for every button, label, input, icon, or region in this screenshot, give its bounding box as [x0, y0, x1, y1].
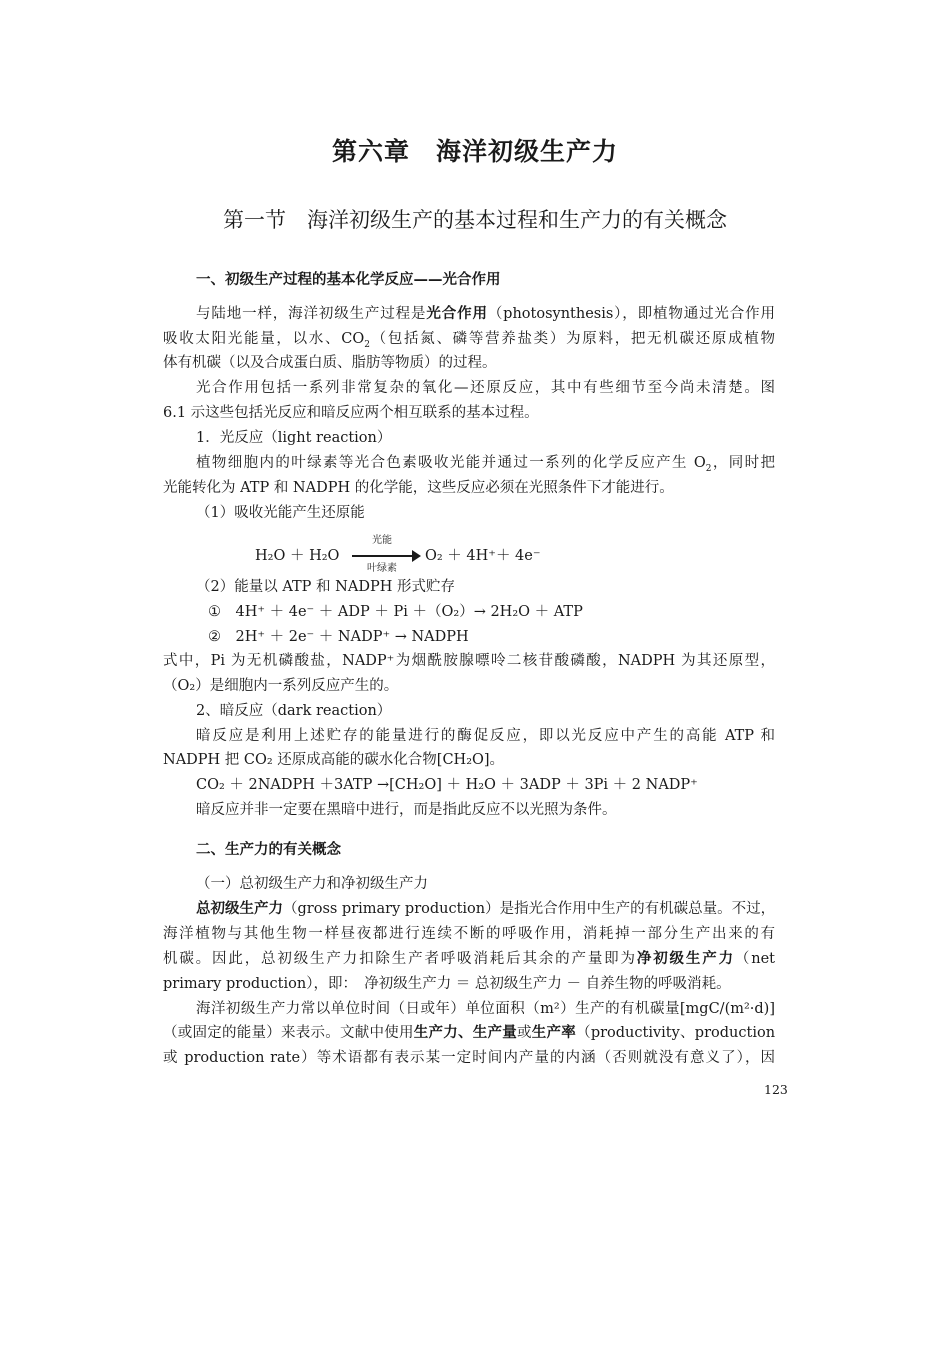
chapter-title: 第六章 海洋初级生产力: [331, 137, 618, 166]
bold-term: 总初级生产力: [196, 901, 283, 917]
arrow-label-bottom: 叶绿素: [367, 563, 397, 574]
bold-term: 净初级生产力: [636, 951, 735, 967]
arrow-label-top: 光能: [372, 535, 392, 546]
paragraph-line: 吸收太阳光能量，以水、$CO_2$（包括氮、磷等营养盐类）为原料，把无机碳还原成植物: [163, 331, 776, 350]
paragraph-line: 光能转化为 ATP 和 NADPH 的化学能，这些反应必须在光照条件下才能进行。: [163, 480, 674, 496]
equation-nadph: ② 2H⁺ ＋ 2e⁻ ＋ NADP⁺ → NADPH: [208, 629, 469, 645]
paragraph-line: NADPH 把 CO₂ 还原成高能的碳水化合物[CH₂O]。: [163, 752, 505, 768]
paragraph-line: 式中，Pi 为无机磷酸盐，NADP⁺为烟酰胺腺嘌呤二核苷酸磷酸，NADPH 为其还原型，: [163, 653, 775, 669]
equation-left: H₂O ＋ H₂O: [255, 548, 340, 564]
equation-dark-reaction: CO₂ ＋ 2NADPH ＋3ATP →[CH₂O] ＋ H₂O ＋ 3ADP ＋ 3Pi ＋ 2 NADP⁺: [196, 777, 698, 793]
paragraph-line: 暗反应并非一定要在黑暗中进行，而是指此反应不以光照为条件。: [196, 802, 617, 818]
bold-term: 生产率: [531, 1025, 577, 1041]
reaction-arrowhead: [412, 550, 421, 562]
equation-atp: ① 4H⁺ ＋ 4e⁻ ＋ ADP ＋ Pi ＋（O₂）→ 2H₂O ＋ ATP: [208, 604, 583, 620]
paragraph-line: 或 production rate）等术语都有表示某一定时间内产量的内涵（否则就没有意义了），因: [163, 1050, 775, 1066]
subheading-step-1: （1）吸收光能产生还原能: [196, 505, 365, 521]
subheading-step-2: （2）能量以 ATP 和 NADPH 形式贮存: [196, 579, 455, 595]
equation-right: O₂ ＋ 4H⁺＋ 4e⁻: [425, 548, 541, 564]
reaction-arrow: [352, 555, 418, 557]
bold-term: 光合作用: [426, 306, 488, 322]
paragraph-line: 海洋初级生产力常以单位时间（日或年）单位面积（m²）生产的有机碳量[mgC/(m²·d)]: [196, 1001, 775, 1017]
paragraph-line: 植物细胞内的叶绿素等光合色素吸收光能并通过一系列的化学反应产生 $O_2$，同时把: [196, 455, 776, 474]
paragraph-line: 暗反应是利用上述贮存的能量进行的酶促反应，即以光反应中产生的高能 ATP 和: [196, 728, 775, 744]
paragraph-line: 海洋植物与其他生物一样昼夜都进行连续不断的呼吸作用，消耗掉一部分生产出来的有: [163, 926, 775, 942]
subheading-light-reaction: 1．光反应（light reaction）: [196, 430, 392, 446]
heading-productivity-concepts: 二、生产力的有关概念: [196, 842, 341, 858]
paragraph-line: primary production），即： 净初级生产力 ＝ 总初级生产力 － 自养生物的呼吸消耗。: [163, 976, 731, 992]
heading-photosynthesis: 一、初级生产过程的基本化学反应——光合作用: [196, 272, 501, 288]
subheading-gross-net: （一）总初级生产力和净初级生产力: [196, 876, 428, 892]
paragraph-line: 光合作用包括一系列非常复杂的氧化—还原反应，其中有些细节至今尚未清楚。图: [196, 380, 775, 396]
bold-term: 生产力、生产量: [413, 1025, 518, 1041]
page-number: 123: [764, 1082, 788, 1097]
paragraph-line: 体有机碳（以及合成蛋白质、脂肪等物质）的过程。: [163, 355, 497, 371]
section-title: 第一节 海洋初级生产的基本过程和生产力的有关概念: [223, 208, 727, 232]
paragraph-line: 总初级生产力（gross primary production）是指光合作用中生产的有机碳总量。不过，: [196, 901, 776, 917]
paragraph-line: （或固定的能量）来表示。文献中使用生产力、生产量或生产率（productivity、production: [163, 1025, 776, 1041]
paragraph-line: （O₂）是细胞内一系列反应产生的。: [163, 678, 399, 694]
paragraph-line: 与陆地一样，海洋初级生产过程是光合作用（photosynthesis），即植物通过光合作用: [196, 306, 776, 322]
paragraph-line: 机碳。因此，总初级生产力扣除生产者呼吸消耗后其余的产量即为净初级生产力（net: [163, 951, 776, 967]
subheading-dark-reaction: 2、暗反应（dark reaction）: [196, 703, 392, 719]
paragraph-line: 6.1 示这些包括光反应和暗反应两个相互联系的基本过程。: [163, 405, 539, 421]
